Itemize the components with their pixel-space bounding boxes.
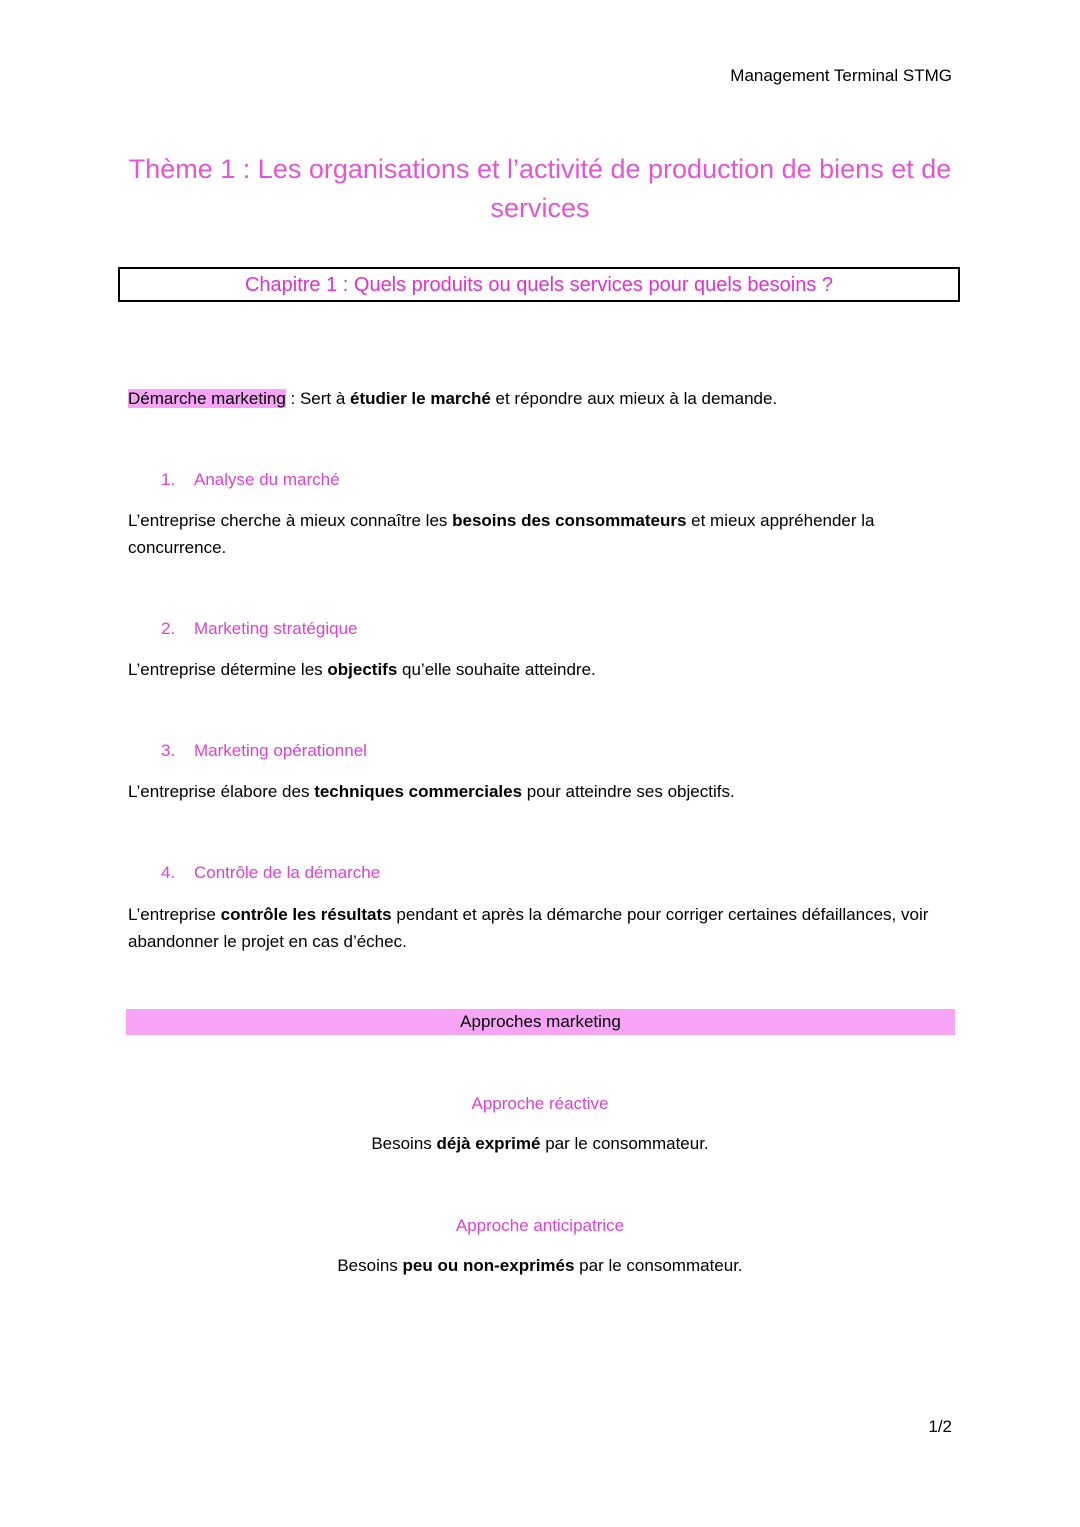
step-number: 3. <box>161 741 176 760</box>
step-heading <box>161 861 380 885</box>
step-title: Marketing stratégique <box>194 619 358 638</box>
step-text-1: L’entreprise <box>128 905 221 924</box>
approach-description <box>120 1132 960 1156</box>
term-highlight: Démarche marketing <box>128 389 286 408</box>
step-paragraph <box>128 656 958 683</box>
step-bold: contrôle les résultats <box>220 905 392 924</box>
step-paragraph <box>128 778 958 805</box>
intro-paragraph <box>128 385 958 412</box>
approach-description <box>120 1254 960 1278</box>
step-text-1: L’entreprise élabore des <box>128 782 315 801</box>
step-heading <box>161 617 357 641</box>
step-bold: objectifs <box>327 660 398 679</box>
step-text-2: et mieux appréhender la concurrence. <box>128 511 875 557</box>
step-title: Contrôle de la démarche <box>194 863 381 882</box>
approach-text-1: Besoins <box>337 1256 403 1275</box>
step-text-2: pendant et après la démarche pour corriger certaines défaillances, voir abandonner le projet en cas d’échec. <box>128 905 929 951</box>
intro-text-2: et répondre aux mieux à la demande. <box>490 389 778 408</box>
step-heading <box>161 468 340 492</box>
step-text-1: L’entreprise détermine les <box>128 660 328 679</box>
chapter-title-box <box>118 267 960 302</box>
theme-title: Thème 1 : Les organisations et l’activité de production de biens et de services <box>128 154 952 223</box>
approach-title: Approche réactive <box>471 1094 609 1113</box>
step-text-2: pour atteindre ses objectifs. <box>522 782 735 801</box>
step-paragraph <box>128 507 958 561</box>
approaches-banner: Approches marketing <box>126 1009 955 1035</box>
step-number: 1. <box>161 470 176 489</box>
approach-text-2: par le consommateur. <box>574 1256 743 1275</box>
step-paragraph <box>128 901 958 955</box>
approach-text-2: par le consommateur. <box>540 1134 709 1153</box>
step-title: Marketing opérationnel <box>194 741 367 760</box>
intro-bold: étudier le marché <box>350 389 491 408</box>
step-number: 2. <box>161 619 176 638</box>
step-text-1: L’entreprise cherche à mieux connaître les <box>128 511 453 530</box>
step-text-2: qu’elle souhaite atteindre. <box>397 660 596 679</box>
step-bold: techniques commerciales <box>314 782 523 801</box>
intro-text-1: : Sert à <box>285 389 351 408</box>
chapter-title: Chapitre 1 : Quels produits ou quels services pour quels besoins ? <box>244 274 834 296</box>
step-title: Analyse du marché <box>194 470 340 489</box>
approach-bold: peu ou non-exprimés <box>402 1256 575 1275</box>
approach-bold: déjà exprimé <box>436 1134 541 1153</box>
approach-title: Approche anticipatrice <box>455 1216 625 1235</box>
step-number: 4. <box>161 863 176 882</box>
course-header: Management Terminal STMG <box>730 66 952 85</box>
approach-text-1: Besoins <box>371 1134 437 1153</box>
page-number: 1/2 <box>928 1417 952 1436</box>
step-heading <box>161 739 367 763</box>
step-bold: besoins des consommateurs <box>452 511 687 530</box>
